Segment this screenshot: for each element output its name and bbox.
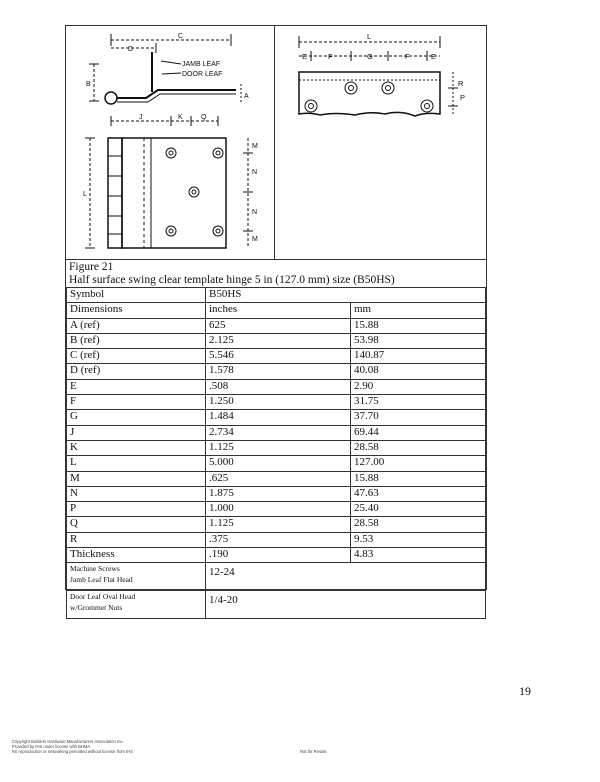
row-inches: .508 <box>206 379 351 394</box>
table-row <box>67 517 486 532</box>
row-mm: 25.40 <box>351 502 486 517</box>
table-row <box>67 364 486 379</box>
label-m-top: M <box>252 143 258 150</box>
table-row <box>67 410 486 425</box>
units-mm: mm <box>351 303 486 318</box>
label-l: L <box>83 191 87 198</box>
row-mm: 140.87 <box>351 349 486 364</box>
figure-caption-block <box>69 261 395 286</box>
row-symbol: K <box>67 440 206 455</box>
row-inches: 1.875 <box>206 486 351 501</box>
row-inches: 625 <box>206 318 351 333</box>
table-header-row <box>67 288 486 303</box>
footer-copyright: Copyright Builders Hardware Manufacturers Association Inc. <box>12 739 124 744</box>
screw-description-line: Jamb Leaf Flat Head <box>70 575 133 585</box>
label-d: D <box>128 46 134 53</box>
label-f-left: F <box>328 52 333 61</box>
row-mm: 28.58 <box>351 440 486 455</box>
label-j: J <box>139 114 143 121</box>
row-symbol: M <box>67 471 206 486</box>
row-symbol: D (ref) <box>67 364 206 379</box>
label-a: A <box>244 93 249 100</box>
footer-not-for-resale: Not for Resale <box>300 749 327 754</box>
screw-description <box>67 591 206 619</box>
table-row <box>67 379 486 394</box>
label-f-right: F <box>405 52 410 61</box>
table-row <box>67 532 486 547</box>
hinge-drawing <box>66 26 486 260</box>
label-q: Q <box>201 114 207 121</box>
screw-row <box>67 591 486 619</box>
row-symbol: J <box>67 425 206 440</box>
row-symbol: P <box>67 502 206 517</box>
table-row <box>67 318 486 333</box>
footer-reproduction: No reproduction or networking permitted without license from IHS <box>12 749 134 754</box>
row-inches: 5.546 <box>206 349 351 364</box>
row-inches: 1.484 <box>206 410 351 425</box>
screw-description-line: w/Grommet Nuts <box>70 603 123 613</box>
table-row <box>67 548 486 563</box>
row-symbol: L <box>67 456 206 471</box>
label-e-left: E <box>302 52 308 61</box>
row-mm: 9.53 <box>351 532 486 547</box>
table-row <box>67 395 486 410</box>
figure-frame <box>65 25 487 613</box>
row-symbol: Q <box>67 517 206 532</box>
header-model: B50HS <box>206 288 486 303</box>
row-inches: 5.000 <box>206 456 351 471</box>
row-inches: .190 <box>206 548 351 563</box>
page-number: 19 <box>519 684 531 698</box>
row-mm: 127.00 <box>351 456 486 471</box>
label-p: P <box>460 93 466 102</box>
screw-description-line: Machine Screws <box>70 564 120 574</box>
label-m-bottom: M <box>252 236 258 243</box>
label-c: C <box>178 33 184 40</box>
table-row <box>67 486 486 501</box>
header-symbol: Symbol <box>67 288 206 303</box>
row-mm: 28.58 <box>351 517 486 532</box>
row-symbol: G <box>67 410 206 425</box>
label-jamb-leaf: JAMB LEAF <box>182 61 221 68</box>
table-row <box>67 456 486 471</box>
label-g: G <box>367 52 373 61</box>
table-units-row <box>67 303 486 318</box>
table-row <box>67 471 486 486</box>
units-inches: inches <box>206 303 351 318</box>
row-symbol: A (ref) <box>67 318 206 333</box>
screw-row <box>67 563 486 591</box>
row-inches: .625 <box>206 471 351 486</box>
figure-title: Figure 21 <box>69 261 114 273</box>
row-mm: 69.44 <box>351 425 486 440</box>
row-inches: 2.734 <box>206 425 351 440</box>
label-n-top: N <box>252 169 258 176</box>
row-inches: .375 <box>206 532 351 547</box>
figure-caption: Half surface swing clear template hinge 5 in (127.0 mm) size (B50HS) <box>69 273 395 286</box>
row-symbol: Thickness <box>67 548 206 563</box>
row-symbol: E <box>67 379 206 394</box>
row-symbol: B (ref) <box>67 333 206 348</box>
screw-size: 1/4-20 <box>206 591 486 619</box>
units-label: Dimensions <box>67 303 206 318</box>
row-symbol: C (ref) <box>67 349 206 364</box>
row-symbol: R <box>67 532 206 547</box>
row-symbol: F <box>67 395 206 410</box>
row-inches: 1.125 <box>206 517 351 532</box>
row-mm: 15.88 <box>351 471 486 486</box>
label-l-template: L <box>367 32 372 41</box>
label-b: B <box>86 81 91 88</box>
row-mm: 2.90 <box>351 379 486 394</box>
row-inches: 1.578 <box>206 364 351 379</box>
table-row <box>67 440 486 455</box>
screw-size: 12-24 <box>206 563 486 591</box>
table-row <box>67 333 486 348</box>
row-mm: 40.08 <box>351 364 486 379</box>
row-inches: 1.000 <box>206 502 351 517</box>
label-e-right: E <box>431 52 437 61</box>
hinge-left-drawing <box>66 26 274 259</box>
row-inches: 1.250 <box>206 395 351 410</box>
table-row <box>67 425 486 440</box>
row-mm: 37.70 <box>351 410 486 425</box>
label-r: R <box>458 79 464 88</box>
label-n-bottom: N <box>252 209 258 216</box>
row-mm: 53.98 <box>351 333 486 348</box>
row-inches: 2.125 <box>206 333 351 348</box>
label-door-leaf: DOOR LEAF <box>182 71 223 78</box>
table-row <box>67 502 486 517</box>
label-k: K <box>178 114 183 121</box>
row-mm: 15.88 <box>351 318 486 333</box>
row-mm: 47.63 <box>351 486 486 501</box>
template-strip-drawing <box>275 26 487 259</box>
row-mm: 4.83 <box>351 548 486 563</box>
dimensions-table <box>66 287 486 619</box>
footer-license: Provided by IHS under license with BHMA <box>12 744 91 749</box>
table-row <box>67 349 486 364</box>
row-inches: 1.125 <box>206 440 351 455</box>
row-mm: 31.75 <box>351 395 486 410</box>
screw-description <box>67 563 206 591</box>
row-symbol: N <box>67 486 206 501</box>
screw-description-line: Door Leaf Oval Head <box>70 592 136 602</box>
